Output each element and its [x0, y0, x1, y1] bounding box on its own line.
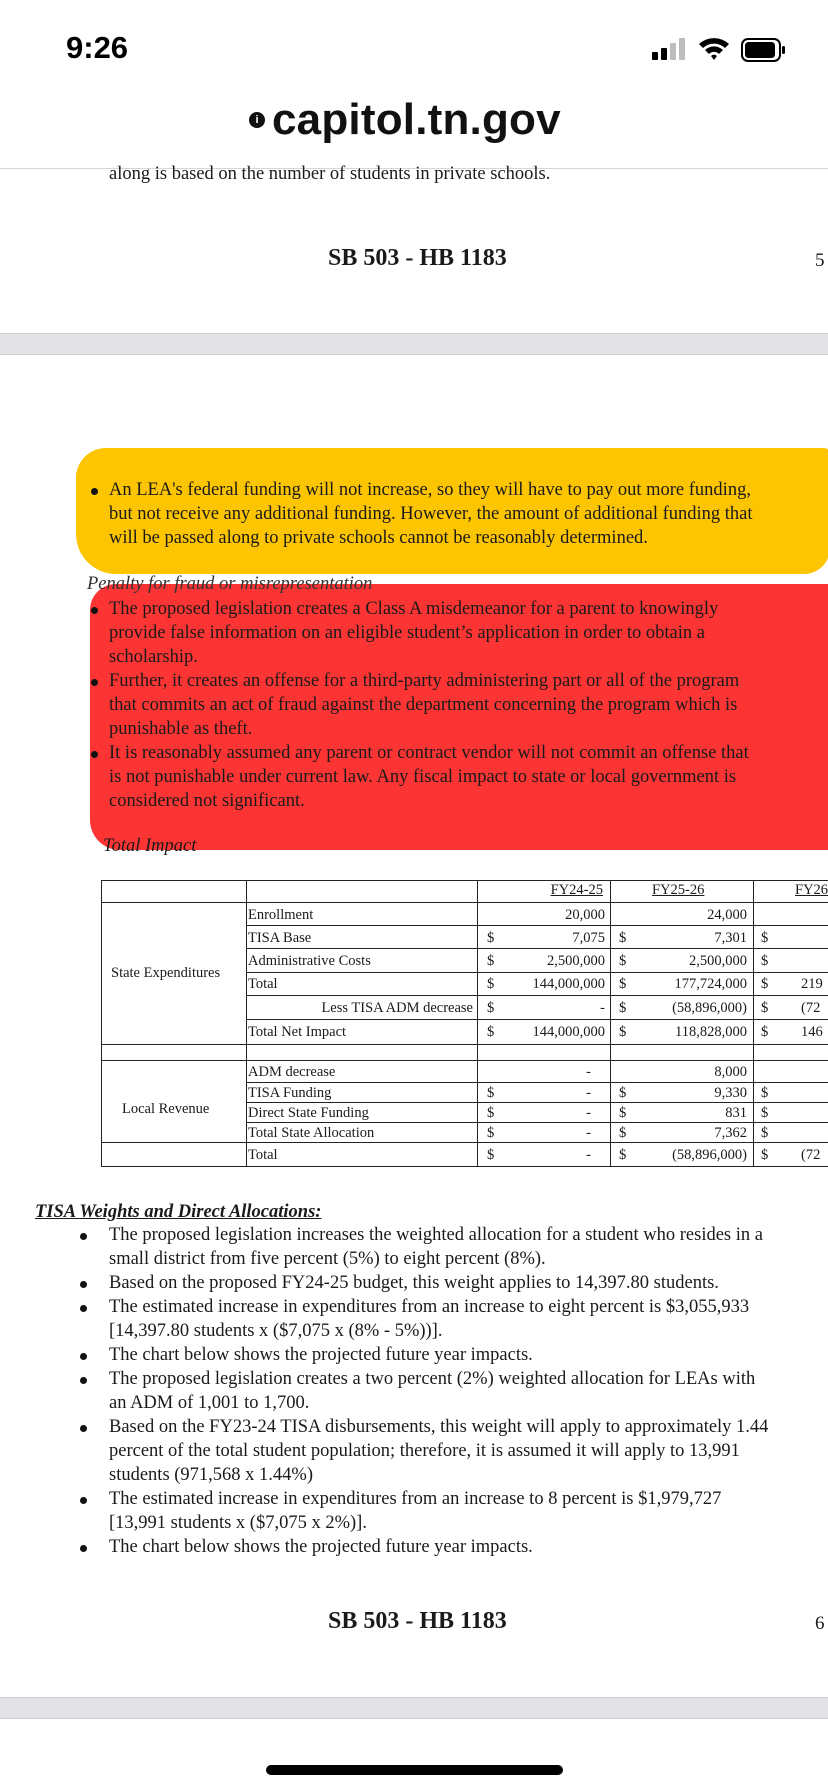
page2-footer-title: SB 503 - HB 1183	[328, 1608, 507, 1634]
dollar-sign: $	[761, 1105, 769, 1121]
info-icon[interactable]: i	[249, 112, 265, 128]
dollar-sign: $	[761, 1000, 769, 1016]
tisa-bullet-line: percent of the total student population; therefore, it is assumed it will apply to 13,991	[109, 1441, 740, 1461]
lea-bullet-line: but not receive any additional funding. However, the amount of additional funding that	[109, 504, 753, 524]
fy26-value: (72	[801, 1147, 821, 1163]
dollar-sign: $	[761, 1125, 769, 1141]
fy24-25-value: 7,075	[572, 930, 605, 946]
page1-page-number: 5	[815, 250, 825, 271]
penalty-bullet-line: that commits an act of fraud against the department concerning the program which is	[109, 695, 738, 715]
row-label: TISA Funding	[248, 1085, 332, 1101]
bullet-dot	[80, 1377, 87, 1384]
fy24-25-value: 20,000	[565, 907, 605, 923]
tisa-bullet-line: small district from five percent (5%) to eight percent (8%).	[109, 1249, 546, 1269]
dollar-sign: $	[487, 1085, 495, 1101]
dollar-sign: $	[619, 1105, 627, 1121]
page1-trailing-text: along is based on the number of students in private schools.	[109, 164, 551, 184]
fy24-25-value: 144,000,000	[532, 1024, 605, 1040]
row-label: Total State Allocation	[248, 1125, 375, 1141]
row-label: TISA Base	[248, 930, 312, 946]
fy26-value: 146	[801, 1024, 823, 1040]
dollar-sign: $	[487, 976, 495, 992]
local-revenue-label: Local Revenue	[122, 1101, 210, 1117]
dollar-sign: $	[487, 930, 495, 946]
row-label: Total	[248, 1147, 278, 1163]
tisa-bullet-line: Based on the proposed FY24-25 budget, this weight applies to 14,397.80 students.	[109, 1273, 719, 1293]
dollar-sign: $	[487, 1024, 495, 1040]
bullet-dot	[80, 1281, 87, 1288]
row-label: Administrative Costs	[248, 953, 371, 969]
fy25-26-value: 2,500,000	[689, 953, 747, 969]
home-indicator[interactable]	[266, 1765, 563, 1775]
fy24-25-value: -	[586, 1147, 591, 1163]
fy26-value: 219	[801, 976, 823, 992]
tisa-bullet-line: The chart below shows the projected future year impacts.	[109, 1537, 533, 1557]
penalty-bullet-line: considered not significant.	[109, 791, 305, 811]
dollar-sign: $	[761, 930, 769, 946]
column-header: FY24-25	[550, 882, 603, 898]
fy25-26-value: 7,301	[714, 930, 747, 946]
fy25-26-value: 7,362	[714, 1125, 747, 1141]
fy25-26-value: (58,896,000)	[672, 1147, 747, 1163]
dollar-sign: $	[761, 1147, 769, 1163]
total-impact-heading: Total Impact	[103, 836, 197, 856]
row-label: Enrollment	[248, 907, 314, 923]
fy24-25-value: -	[586, 1064, 591, 1080]
fy25-26-value: 24,000	[707, 907, 747, 923]
row-label: Total	[248, 976, 278, 992]
lea-bullet-line: An LEA's federal funding will not increase, so they will have to pay out more funding,	[109, 480, 751, 500]
wifi-icon	[697, 34, 731, 62]
tisa-bullet-line: The proposed legislation creates a two percent (2%) weighted allocation for LEAs with	[109, 1369, 756, 1389]
dollar-sign: $	[619, 1147, 627, 1163]
penalty-bullet-line: provide false information on an eligible student’s application in order to obtain a	[109, 623, 705, 643]
bullet-dot	[80, 1305, 87, 1312]
bullet-dot	[91, 488, 98, 495]
dollar-sign: $	[487, 1105, 495, 1121]
fy25-26-value: 177,724,000	[674, 976, 747, 992]
dollar-sign: $	[487, 1125, 495, 1141]
dollar-sign: $	[487, 1147, 495, 1163]
dollar-sign: $	[619, 1085, 627, 1101]
tisa-bullet-line: an ADM of 1,001 to 1,700.	[109, 1393, 310, 1413]
penalty-bullet-line: The proposed legislation creates a Class A misdemeanor for a parent to knowingly	[109, 599, 719, 619]
tisa-bullet-line: The proposed legislation increases the weighted allocation for a student who resides in a	[109, 1225, 763, 1245]
fy25-26-value: (58,896,000)	[672, 1000, 747, 1016]
page2-page-number: 6	[815, 1613, 825, 1634]
penalty-bullet-line: scholarship.	[109, 647, 198, 667]
total-impact-table	[101, 879, 828, 1143]
penalty-bullet-line: Further, it creates an offense for a third-party administering part or all of the program	[109, 671, 740, 691]
dollar-sign: $	[619, 1125, 627, 1141]
fy24-25-value: -	[586, 1085, 591, 1101]
row-label: Less TISA ADM decrease	[321, 1000, 473, 1016]
cellular-signal-icon	[652, 38, 688, 60]
dollar-sign: $	[487, 953, 495, 969]
status-time: 9:26	[66, 30, 129, 65]
page-separator	[0, 333, 828, 355]
fy24-25-value: 144,000,000	[532, 976, 605, 992]
fy24-25-value: 2,500,000	[547, 953, 605, 969]
bullet-dot	[80, 1425, 87, 1432]
tisa-bullet-line: [14,397.80 students x ($7,075 x (8% - 5%))].	[109, 1321, 443, 1341]
bullet-dot	[91, 679, 98, 686]
tisa-bullet-line: Based on the FY23-24 TISA disbursements, this weight will apply to approximately 1.44	[109, 1417, 769, 1437]
tisa-bullet-line: students (971,568 x 1.44%)	[109, 1465, 313, 1485]
dollar-sign: $	[619, 1000, 627, 1016]
fy25-26-value: 9,330	[714, 1085, 747, 1101]
state-expenditures-label: State Expenditures	[111, 965, 221, 981]
bullet-dot	[80, 1353, 87, 1360]
dollar-sign: $	[487, 1000, 495, 1016]
tisa-bullet-line: The estimated increase in expenditures from an increase to 8 percent is $1,979,727	[109, 1489, 722, 1509]
bullet-dot	[80, 1233, 87, 1240]
penalty-bullet-line: punishable as theft.	[109, 719, 253, 739]
fy24-25-value: -	[586, 1125, 591, 1141]
fy25-26-value: 831	[725, 1105, 747, 1121]
dollar-sign: $	[619, 976, 627, 992]
dollar-sign: $	[761, 1085, 769, 1101]
dollar-sign: $	[619, 953, 627, 969]
dollar-sign: $	[619, 1024, 627, 1040]
page-separator	[0, 1697, 828, 1719]
bullet-dot	[80, 1545, 87, 1552]
url-text[interactable]: capitol.tn.gov	[272, 95, 561, 144]
fy25-26-value: 118,828,000	[675, 1024, 747, 1040]
penalty-heading: Penalty for fraud or misrepresentation	[87, 574, 373, 594]
column-header: FY25-26	[652, 882, 705, 898]
bullet-dot	[91, 607, 98, 614]
tisa-heading: TISA Weights and Direct Allocations:	[35, 1202, 322, 1222]
lea-bullet-line: will be passed along to private schools cannot be reasonably determined.	[109, 528, 648, 548]
fy25-26-value: 8,000	[714, 1064, 747, 1080]
penalty-bullet-line: It is reasonably assumed any parent or contract vendor will not commit an offense that	[109, 743, 749, 763]
battery-icon	[741, 38, 785, 62]
fy24-25-value: -	[600, 1000, 605, 1016]
row-label: Direct State Funding	[248, 1105, 369, 1121]
dollar-sign: $	[761, 953, 769, 969]
penalty-bullet-line: is not punishable under current law. Any fiscal impact to state or local government is	[109, 767, 737, 787]
bullet-dot	[80, 1497, 87, 1504]
tisa-bullet-line: [13,991 students x ($7,075 x 2%)].	[109, 1513, 367, 1533]
tisa-bullet-line: The estimated increase in expenditures from an increase to eight percent is $3,055,933	[109, 1297, 750, 1317]
dollar-sign: $	[761, 1024, 769, 1040]
bullet-dot	[91, 751, 98, 758]
fy26-value: (72	[801, 1000, 821, 1016]
dollar-sign: $	[761, 976, 769, 992]
tisa-bullet-line: The chart below shows the projected future year impacts.	[109, 1345, 533, 1365]
page1-footer-title: SB 503 - HB 1183	[328, 245, 507, 271]
row-label: ADM decrease	[248, 1064, 336, 1080]
fy24-25-value: -	[586, 1105, 591, 1121]
row-label: Total Net Impact	[248, 1024, 347, 1040]
column-header: FY26	[795, 882, 828, 898]
dollar-sign: $	[619, 930, 627, 946]
